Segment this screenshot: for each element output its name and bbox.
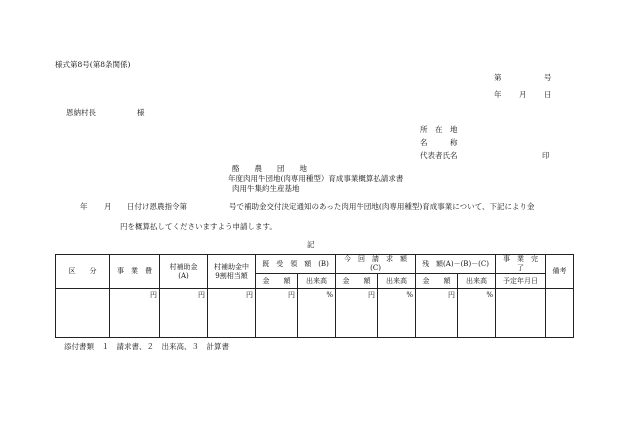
cell-konkai-kingaku[interactable]: 円 <box>336 289 378 338</box>
sub-konkai-dekidaka: 出来高 <box>378 274 416 289</box>
seal-mark: 印 <box>542 151 550 160</box>
cell-zangaku-dekidaka[interactable]: % <box>458 289 496 338</box>
header-kiju: 既 受 領 額 (B) <box>256 255 336 274</box>
header-konkai: 今 回 請 求 額 (C) <box>336 255 416 274</box>
address-label: 所 在 地 <box>420 125 458 134</box>
number-go: 号 <box>544 73 552 82</box>
name-label: 名 称 <box>420 138 458 147</box>
header-jigyohi: 事 業 費 <box>110 255 160 289</box>
representative-label: 代表者氏名 <box>420 151 458 160</box>
addressee-name: 恩納村長 <box>66 108 96 117</box>
organization-name: 酪 農 団 地 <box>232 164 307 173</box>
header-son-hojo-line1: 村補助金 <box>169 262 198 271</box>
header-son-hojo-naka <box>208 255 256 289</box>
table-row <box>56 289 574 338</box>
sub-zangaku-dekidaka: 出来高 <box>458 274 496 289</box>
cell-son-hojo[interactable]: 円 <box>160 289 208 338</box>
attachments-note: 添付書類 １ 請求書、２ 出来高、３ 計算書 <box>64 342 229 351</box>
cell-kiju-dekidaka[interactable]: % <box>298 289 336 338</box>
document-subtitle: 肉用牛集約生産基地 <box>232 184 300 193</box>
header-son-hojo-naka-line1: 村補助金中 <box>214 262 249 271</box>
header-biko: 備考 <box>546 255 574 289</box>
sub-yotei: 予定年月日 <box>496 274 546 289</box>
document-title: 年度肉用牛団地(肉専用種型）育成事業概算払請求書 <box>228 174 404 183</box>
date-day: 日 <box>544 90 552 99</box>
cell-kiju-kingaku[interactable]: 円 <box>256 289 298 338</box>
date-month: 月 <box>519 90 527 99</box>
body-text-line1: 号で補助金交付決定通知のあった肉用牛団地(肉専用種型)育成事業について、下記により金 <box>229 202 535 211</box>
request-table <box>55 254 574 338</box>
cell-son-hojo-naka[interactable]: 円 <box>208 289 256 338</box>
cell-zangaku-kingaku[interactable]: 円 <box>416 289 458 338</box>
sub-konkai-kingaku: 金 額 <box>336 274 378 289</box>
header-son-hojo-line2: (A) <box>178 271 189 280</box>
header-son-hojo-naka-line2: 9割相当額 <box>215 271 248 280</box>
cell-kubun[interactable] <box>56 289 110 338</box>
cell-yotei[interactable] <box>496 289 546 338</box>
cell-biko[interactable] <box>546 289 574 338</box>
cell-jigyohi[interactable]: 円 <box>110 289 160 338</box>
sub-kiju-kingaku: 金 額 <box>256 274 298 289</box>
ki-heading: 記 <box>307 240 315 249</box>
form-label: 様式第8号(第8条関係) <box>55 60 131 69</box>
body-reference: 日付け恩農指令第 <box>127 202 187 211</box>
header-kubun: 区 分 <box>56 255 110 289</box>
addressee-sama: 様 <box>137 108 145 117</box>
date-year: 年 <box>494 90 502 99</box>
body-year: 年 <box>80 202 88 211</box>
body-text-line2: 円を概算払してくださいますよう申請します。 <box>120 222 277 231</box>
body-month: 月 <box>104 202 112 211</box>
header-kanryo: 事 業 完 了 <box>496 255 546 274</box>
header-son-hojo <box>160 255 208 289</box>
sub-zangaku-kingaku: 金 額 <box>416 274 458 289</box>
cell-konkai-dekidaka[interactable]: % <box>378 289 416 338</box>
number-dai: 第 <box>494 73 502 82</box>
sub-kiju-dekidaka: 出来高 <box>298 274 336 289</box>
header-zangaku: 残 額(A)－(B)－(C) <box>416 255 496 274</box>
